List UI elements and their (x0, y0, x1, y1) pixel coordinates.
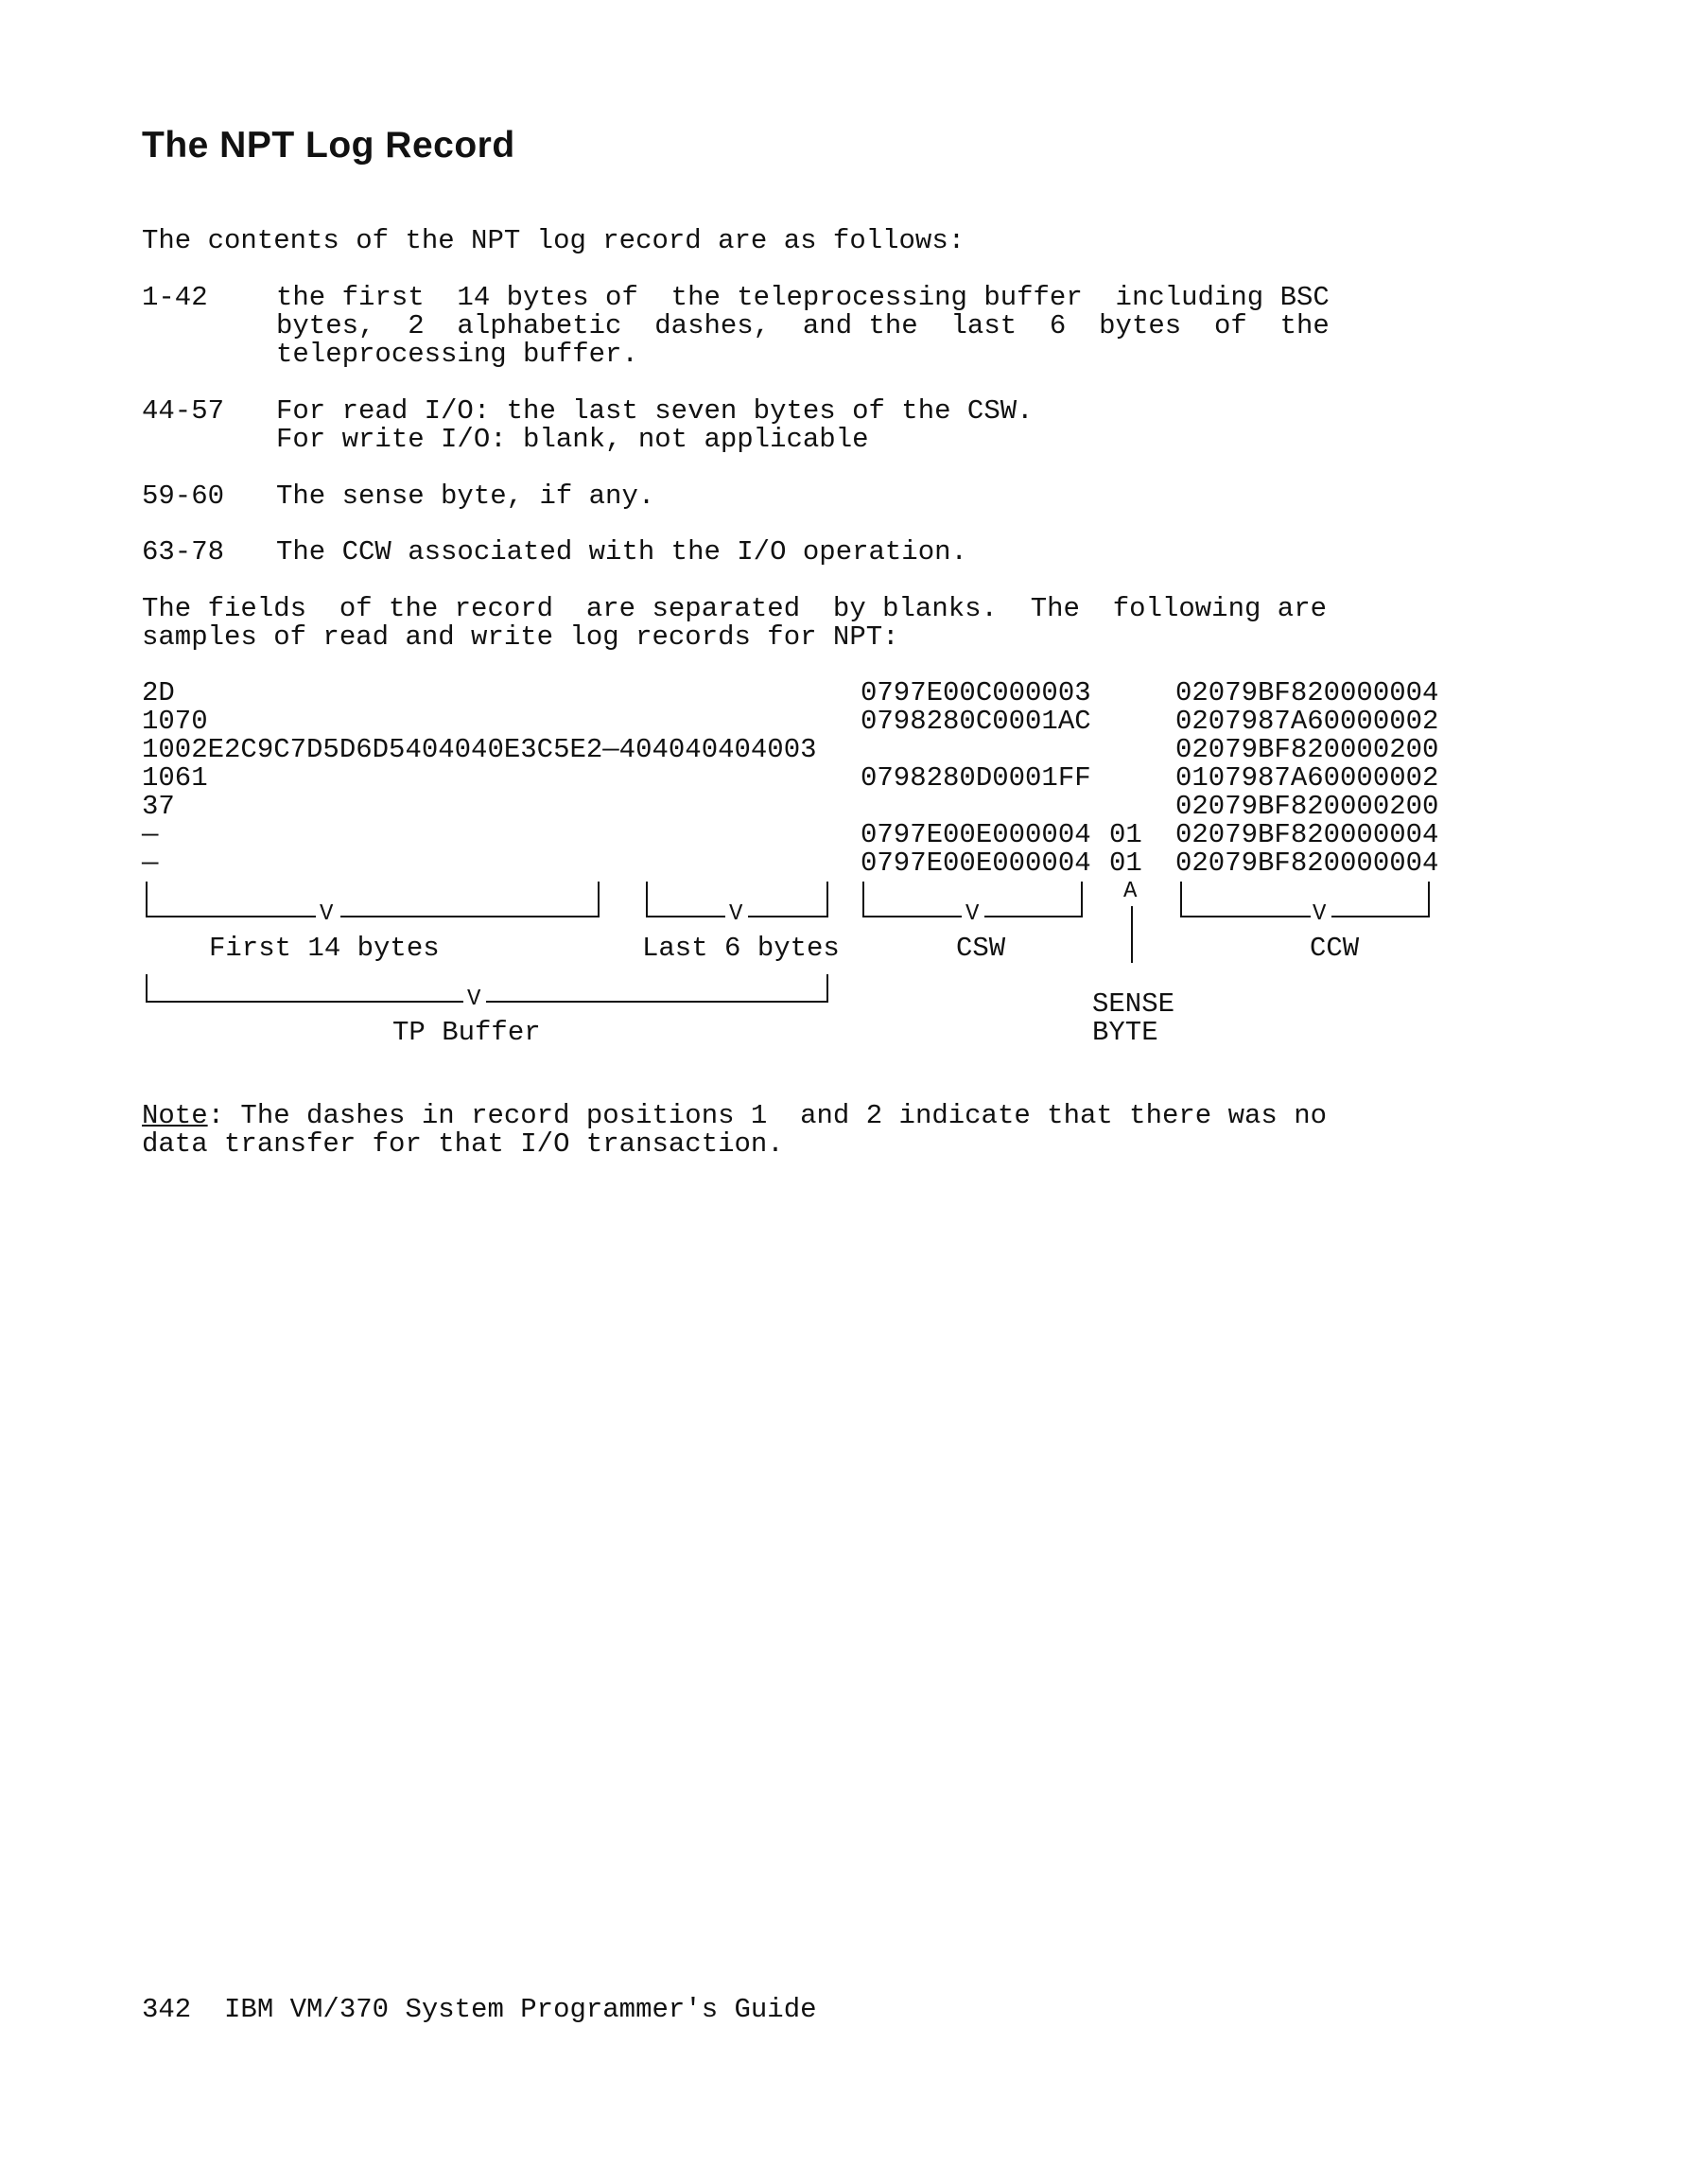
bracket-line (1180, 916, 1311, 917)
fields-text-line-2: samples of read and write log records for NPT: (142, 621, 899, 653)
sample-ccw: 02079BF820000004 (1175, 847, 1439, 879)
label-tp-buffer: TP Buffer (392, 1017, 541, 1048)
def-text-1-line-2: bytes, 2 alphabetic dashes, and the last 6 bytes of the (276, 310, 1330, 341)
bracket-arrow: V (729, 901, 743, 927)
sample-ccw: 0107987A60000002 (1175, 762, 1439, 794)
fields-text-line-1: The fields of the record are separated by blanks. The following are (142, 593, 1328, 624)
note-label: Note (142, 1100, 208, 1131)
sample-csw: 0797E00E000004 (861, 819, 1091, 850)
sample-tp: 2D (142, 677, 175, 708)
note-line-2: data transfer for that I/O transaction. (142, 1128, 784, 1160)
sample-csw: 0797E00C000003 (861, 677, 1091, 708)
def-text-1-line-3: teleprocessing buffer. (276, 339, 638, 370)
label-sense-line-1: SENSE (1092, 988, 1175, 1020)
bracket-tick (146, 974, 148, 1003)
bracket-line (862, 916, 962, 917)
label-ccw: CCW (1310, 933, 1360, 964)
sample-tp: 37 (142, 791, 175, 822)
bracket-line (340, 916, 600, 917)
def-text-2-line-2: For write I/O: blank, not applicable (276, 424, 869, 455)
bracket-arrow: V (467, 987, 481, 1012)
def-text-2-line-1: For read I/O: the last seven bytes of the CSW. (276, 395, 1034, 427)
sample-tp: — (142, 847, 159, 879)
bracket-line (146, 1001, 463, 1003)
sense-line (1131, 906, 1133, 963)
page-title: The NPT Log Record (142, 125, 515, 166)
sample-ccw: 02079BF820000004 (1175, 819, 1439, 850)
bracket-tick (646, 882, 648, 917)
def-range-4: 63-78 (142, 536, 225, 568)
def-range-3: 59-60 (142, 480, 225, 512)
def-text-3-line-1: The sense byte, if any. (276, 480, 655, 512)
bracket-tick (862, 882, 864, 917)
bracket-tick (1428, 882, 1430, 917)
sample-ccw: 0207987A60000002 (1175, 706, 1439, 737)
sample-tp: 1070 (142, 706, 208, 737)
sample-ccw: 02079BF820000200 (1175, 734, 1439, 765)
label-first-14-bytes: First 14 bytes (209, 933, 440, 964)
def-range-1: 1-42 (142, 282, 208, 313)
bracket-line (646, 916, 725, 917)
sample-ccw: 02079BF820000200 (1175, 791, 1439, 822)
bracket-line (486, 1001, 828, 1003)
sample-csw: 0798280C0001AC (861, 706, 1091, 737)
def-range-2: 44-57 (142, 395, 225, 427)
bracket-tick (146, 882, 148, 917)
label-sense-line-2: BYTE (1092, 1017, 1158, 1048)
page-footer: 342 IBM VM/370 System Programmer's Guide (142, 1994, 817, 2025)
label-last-6-bytes: Last 6 bytes (642, 933, 840, 964)
bracket-arrow: V (1313, 901, 1327, 927)
bracket-line (1331, 916, 1430, 917)
note-line-1 (142, 1102, 1327, 1130)
bracket-line (146, 916, 316, 917)
bracket-tick (1180, 882, 1182, 917)
def-text-4-line-1: The CCW associated with the I/O operation. (276, 536, 967, 568)
sample-tp: 1002E2C9C7D5D6D5404040E3C5E2—404040404003 (142, 734, 817, 765)
bracket-tick (1081, 882, 1083, 917)
label-csw: CSW (956, 933, 1006, 964)
intro-text: The contents of the NPT log record are as follows: (142, 225, 965, 256)
sample-tp: 1061 (142, 762, 208, 794)
bracket-arrow: V (965, 901, 980, 927)
bracket-line (748, 916, 828, 917)
def-text-1-line-1: the first 14 bytes of the teleprocessing buffer including BSC (276, 282, 1330, 313)
sense-arrow: A (1123, 879, 1138, 904)
bracket-arrow: V (320, 901, 334, 927)
sample-sense: 01 (1109, 847, 1142, 879)
sample-tp: — (142, 819, 159, 850)
sample-sense: 01 (1109, 819, 1142, 850)
note-text: : The dashes in record positions 1 and 2 indicate that there was no (207, 1100, 1328, 1131)
bracket-line (984, 916, 1083, 917)
sample-csw: 0797E00E000004 (861, 847, 1091, 879)
sample-ccw: 02079BF820000004 (1175, 677, 1439, 708)
bracket-tick (826, 974, 828, 1003)
bracket-tick (826, 882, 828, 917)
sample-csw: 0798280D0001FF (861, 762, 1091, 794)
bracket-tick (598, 882, 600, 917)
